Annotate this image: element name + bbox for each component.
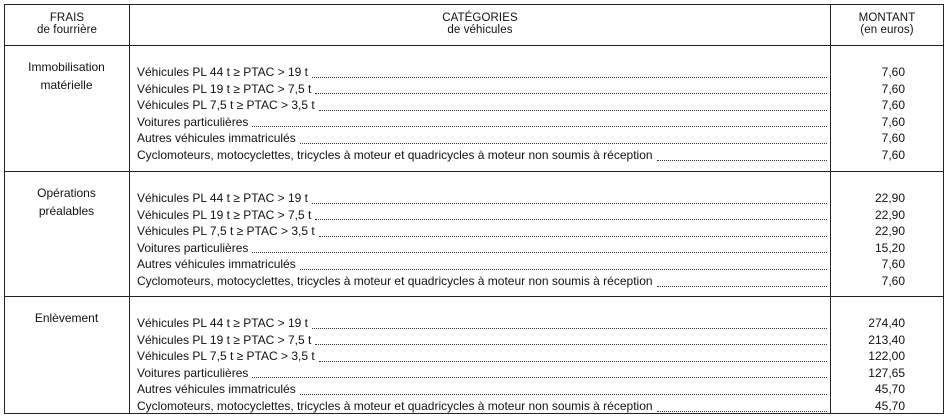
section-label-line: Immobilisation (28, 60, 105, 74)
amount-value: 127,65 (868, 365, 905, 380)
category-label: Cyclomoteurs, motocyclettes, tricycles à moteur et quadricycles à moteur non soumis à réception (137, 398, 653, 413)
section-enlevement (5, 297, 943, 413)
amount-value: 7,60 (881, 114, 905, 129)
amount-value: 45,70 (874, 382, 905, 397)
category-list (137, 190, 827, 290)
table-row (137, 114, 827, 131)
section-label (5, 309, 128, 327)
category-label: Véhicules PL 19 t ≥ PTAC > 7,5 t (137, 332, 312, 347)
table-row (137, 273, 827, 290)
dot-leader (312, 328, 827, 329)
category-label: Autres véhicules immatriculés (137, 131, 296, 146)
section-label (5, 184, 128, 220)
table-row (137, 256, 827, 273)
amount-value: 7,60 (881, 131, 905, 146)
dot-leader (300, 269, 827, 270)
fees-table (4, 4, 944, 414)
table-row (137, 381, 827, 398)
category-label: Véhicules PL 19 t ≥ PTAC > 7,5 t (137, 207, 312, 222)
dot-leader (319, 361, 827, 362)
dot-leader (252, 377, 827, 378)
table-row (137, 190, 827, 207)
amount-value: 7,60 (881, 257, 905, 272)
dot-leader (300, 143, 827, 144)
header-montant-line2: (en euros) (860, 24, 914, 36)
dot-leader (315, 344, 827, 345)
table-row (137, 365, 827, 382)
dot-leader (315, 93, 827, 94)
dot-leader (312, 203, 827, 204)
category-label: Autres véhicules immatriculés (137, 257, 296, 272)
header-categories-line1: CATÉGORIES (442, 12, 518, 24)
header-frais-line2: de fourrière (36, 24, 97, 36)
table-row (137, 223, 827, 240)
table-row (137, 332, 827, 349)
dot-leader (315, 219, 827, 220)
category-label: Autres véhicules immatriculés (137, 382, 296, 397)
amount-value: 7,60 (881, 147, 905, 162)
header-montant (831, 12, 943, 36)
category-label: Voitures particulières (137, 114, 249, 129)
header-frais (5, 12, 129, 36)
category-label: Cyclomoteurs, motocyclettes, tricycles à moteur et quadricycles à moteur non soumis à réception (137, 273, 653, 288)
table-row (137, 240, 827, 257)
category-label: Véhicules PL 44 t ≥ PTAC > 19 t (137, 191, 309, 205)
category-label: Véhicules PL 44 t ≥ PTAC > 19 t (137, 65, 309, 79)
dot-leader (252, 126, 827, 127)
section-operations (5, 172, 943, 296)
table-row (137, 398, 827, 415)
section-label (5, 58, 128, 94)
dot-leader (312, 77, 827, 78)
category-label: Véhicules PL 19 t ≥ PTAC > 7,5 t (137, 81, 312, 96)
table-row (137, 81, 827, 98)
header-categories-line2: de véhicules (447, 24, 513, 36)
category-label: Voitures particulières (137, 240, 249, 255)
category-label: Véhicules PL 7,5 t ≥ PTAC > 3,5 t (137, 224, 315, 239)
section-label-line: Opérations (37, 186, 96, 200)
table-row (137, 207, 827, 224)
amount-value: 274,40 (868, 316, 905, 330)
category-label: Véhicules PL 7,5 t ≥ PTAC > 3,5 t (137, 349, 315, 364)
table-row (137, 147, 827, 164)
section-label-line: matérielle (40, 78, 93, 92)
section-label-line: préalables (38, 204, 95, 218)
amount-value: 7,60 (881, 81, 905, 96)
dot-leader (657, 286, 827, 287)
amount-list (805, 315, 905, 415)
category-label: Véhicules PL 7,5 t ≥ PTAC > 3,5 t (137, 98, 315, 113)
amount-value: 7,60 (881, 65, 905, 79)
amount-value: 22,90 (874, 207, 905, 222)
dot-leader (252, 252, 827, 253)
section-immobilisation (5, 46, 943, 171)
category-list (137, 64, 827, 164)
amount-value: 7,60 (881, 273, 905, 288)
category-label: Voitures particulières (137, 365, 249, 380)
amount-value: 22,90 (874, 191, 905, 205)
table-row (137, 130, 827, 147)
amount-value: 213,40 (868, 332, 905, 347)
dot-leader (657, 411, 827, 412)
dot-leader (300, 394, 827, 395)
header-frais-line1: FRAIS (49, 12, 85, 24)
category-label: Véhicules PL 44 t ≥ PTAC > 19 t (137, 316, 309, 330)
amount-value: 7,60 (881, 98, 905, 113)
amount-value: 45,70 (874, 398, 905, 413)
dot-leader (657, 160, 827, 161)
table-row (137, 315, 827, 332)
header-montant-line1: MONTANT (858, 12, 916, 24)
section-label-line: Enlèvement (34, 311, 99, 325)
dot-leader (319, 236, 827, 237)
amount-value: 122,00 (868, 349, 905, 364)
header-categories (130, 12, 830, 36)
amount-value: 22,90 (874, 224, 905, 239)
amount-value: 15,20 (874, 240, 905, 255)
table-row (137, 97, 827, 114)
category-list (137, 315, 827, 415)
amount-list (805, 190, 905, 290)
amount-list (805, 64, 905, 164)
table-row (137, 348, 827, 365)
dot-leader (319, 110, 827, 111)
table-row (137, 64, 827, 81)
category-label: Cyclomoteurs, motocyclettes, tricycles à moteur et quadricycles à moteur non soumis à réception (137, 147, 653, 162)
